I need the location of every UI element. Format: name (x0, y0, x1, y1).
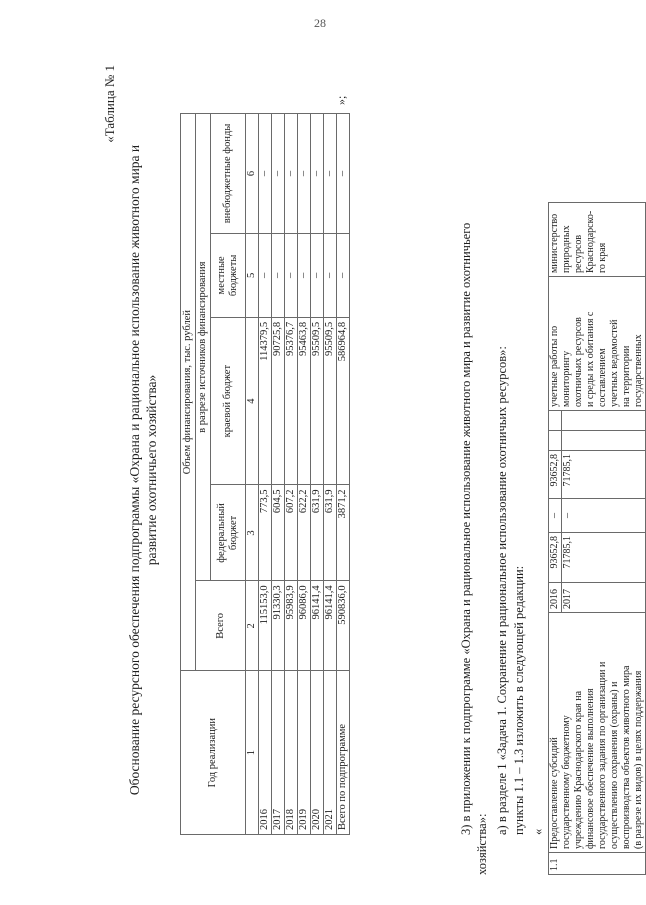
row-year: 2019 (298, 671, 311, 835)
header-federal: федеральный бюджет (211, 485, 246, 581)
measure-description-line: осуществлению сохранения (охраны) и (609, 681, 620, 849)
row-regional: 95509,5 (311, 317, 324, 485)
measure-empty-cell (562, 411, 646, 431)
total-extra: – (337, 114, 350, 234)
table-title (126, 65, 160, 875)
row-local: – (272, 233, 285, 317)
row-local: – (259, 233, 272, 317)
measure-result-line: составлением (597, 348, 608, 407)
measure-empty-cell (562, 431, 646, 451)
row-regional: 95376,7 (285, 317, 298, 485)
measure-responsible-line: ресурсов (573, 234, 584, 273)
row-total: 96141,4 (311, 581, 324, 671)
total-regional: 586964,8 (337, 317, 350, 485)
measure-description-line: Предоставление субсидий (549, 737, 560, 849)
measure-regional: 71785,1 (562, 451, 646, 499)
row-extra: – (259, 114, 272, 234)
measure-responsible-line: го края (597, 242, 608, 273)
column-number: 3 (246, 485, 259, 581)
table-row (259, 114, 272, 835)
measure-description (549, 613, 646, 853)
table-closing-mark: »; (334, 95, 348, 105)
quote-mark: « (531, 828, 545, 835)
row-total: 96141,4 (324, 581, 337, 671)
row-total: 115153,0 (259, 581, 272, 671)
header-regional: краевой бюджет (211, 317, 246, 485)
row-federal: 622,2 (298, 485, 311, 581)
row-local: – (298, 233, 311, 317)
measure-regional: 93652,8 (549, 451, 562, 499)
paragraph-3: 3) в приложении к подпрограмме «Охрана и рациональное использование животного мира и развитие охотничьего (459, 222, 473, 835)
row-local: – (311, 233, 324, 317)
measure-result-line: и среды их обитания с (585, 311, 596, 407)
column-number: 6 (246, 114, 259, 234)
row-year: 2017 (272, 671, 285, 835)
total-federal: 3871,2 (337, 485, 350, 581)
row-federal: 773,5 (259, 485, 272, 581)
page-number: 28 (314, 16, 326, 30)
row-local: – (324, 233, 337, 317)
measure-year: 2016 (549, 583, 562, 613)
row-regional: 114379,5 (259, 317, 272, 485)
total-label: Всего по подпрограмме (337, 671, 350, 835)
row-local: – (285, 233, 298, 317)
measure-description-line: государственного задания по организации и (597, 661, 608, 849)
total-local: – (337, 233, 350, 317)
measure-responsible-line: Краснодарско- (585, 210, 596, 273)
measure-description-line: (в разрезе их видов) в целях поддержания (633, 670, 644, 849)
measure-description-line: учреждению Краснодарского края на (573, 690, 584, 849)
measure-empty-cell (549, 431, 562, 451)
measure-federal: – (549, 499, 562, 533)
row-regional: 90725,8 (272, 317, 285, 485)
row-regional: 95463,8 (298, 317, 311, 485)
measure-description-line: воспроизводства объектов животного мира (621, 665, 632, 849)
column-number: 4 (246, 317, 259, 485)
measure-result-line: государственных (633, 334, 644, 407)
row-extra: – (324, 114, 337, 234)
header-total: Всего (196, 581, 246, 671)
measure-result-line: охотничьих ресурсов (573, 317, 584, 407)
row-year: 2018 (285, 671, 298, 835)
row-total: 91330,3 (272, 581, 285, 671)
table-title-line1: Обоснование ресурсного обеспечения подпрограммы «Охрана и рациональное использование животного мира и (127, 144, 142, 796)
measure-total: 93652,8 (549, 533, 562, 583)
measure-result-line: мониторингу (561, 350, 572, 407)
header-extra: внебюджетные фонды (211, 114, 246, 234)
row-regional: 95509,5 (324, 317, 337, 485)
measure-year: 2017 (562, 583, 646, 613)
total-total: 590836,0 (337, 581, 350, 671)
measure-total: 71785,1 (562, 533, 646, 583)
table-row (272, 114, 285, 835)
measure-number: 1.1 (549, 853, 646, 875)
row-total: 96086,0 (298, 581, 311, 671)
column-number: 5 (246, 233, 259, 317)
table-row (298, 114, 311, 835)
row-year: 2020 (311, 671, 324, 835)
column-number: 1 (246, 671, 259, 835)
measure-result (549, 277, 646, 411)
table-row (324, 114, 337, 835)
table-row (311, 114, 324, 835)
paragraph-a: а) в разделе 1 «Задача 1. Сохранение и рациональное использование охотничьих ресурсов»: (495, 346, 509, 835)
row-federal: 631,9 (311, 485, 324, 581)
header-funding: Объем финансирования, тыс. рублей (181, 114, 196, 671)
measure-result-line: учетных ведомостей (609, 319, 620, 407)
table-title-line2: развитие охотничьего хозяйства» (144, 374, 159, 566)
total-row (337, 114, 350, 835)
row-federal: 604,5 (272, 485, 285, 581)
header-local: местные бюджеты (211, 233, 246, 317)
measure-federal: – (562, 499, 646, 533)
funding-table (180, 113, 350, 835)
column-numbers-row (246, 114, 259, 835)
row-year: 2021 (324, 671, 337, 835)
measure-row (549, 203, 562, 875)
measure-description-line: государственному бюджетному (561, 715, 572, 849)
row-year: 2016 (259, 671, 272, 835)
row-extra: – (298, 114, 311, 234)
measure-responsible (549, 203, 646, 277)
table-row (285, 114, 298, 835)
row-extra: – (311, 114, 324, 234)
paragraph-items: пункты 1.1 – 1.3 изложить в следующей редакции: (512, 565, 526, 835)
row-extra: – (285, 114, 298, 234)
measure-responsible-line: природных (561, 225, 572, 273)
header-by-sources: в разрезе источников финансирования (196, 114, 211, 581)
rotated-content (70, 65, 644, 875)
table-label: «Таблица № 1 (102, 65, 117, 143)
measure-result-line: учетные работы по (549, 325, 560, 407)
header-year: Год реализации (181, 671, 246, 835)
row-total: 95983,9 (285, 581, 298, 671)
row-extra: – (272, 114, 285, 234)
measure-result-line: на территории (621, 345, 632, 407)
measure-responsible-line: министерство (549, 213, 560, 273)
paragraph-3-continued: хозяйства»: (475, 813, 489, 875)
measure-description-line: финансовое обеспечение выполнения (585, 688, 596, 849)
measures-table (548, 202, 646, 875)
measure-empty-cell (549, 411, 562, 431)
row-federal: 631,9 (324, 485, 337, 581)
row-federal: 607,2 (285, 485, 298, 581)
column-number: 2 (246, 581, 259, 671)
